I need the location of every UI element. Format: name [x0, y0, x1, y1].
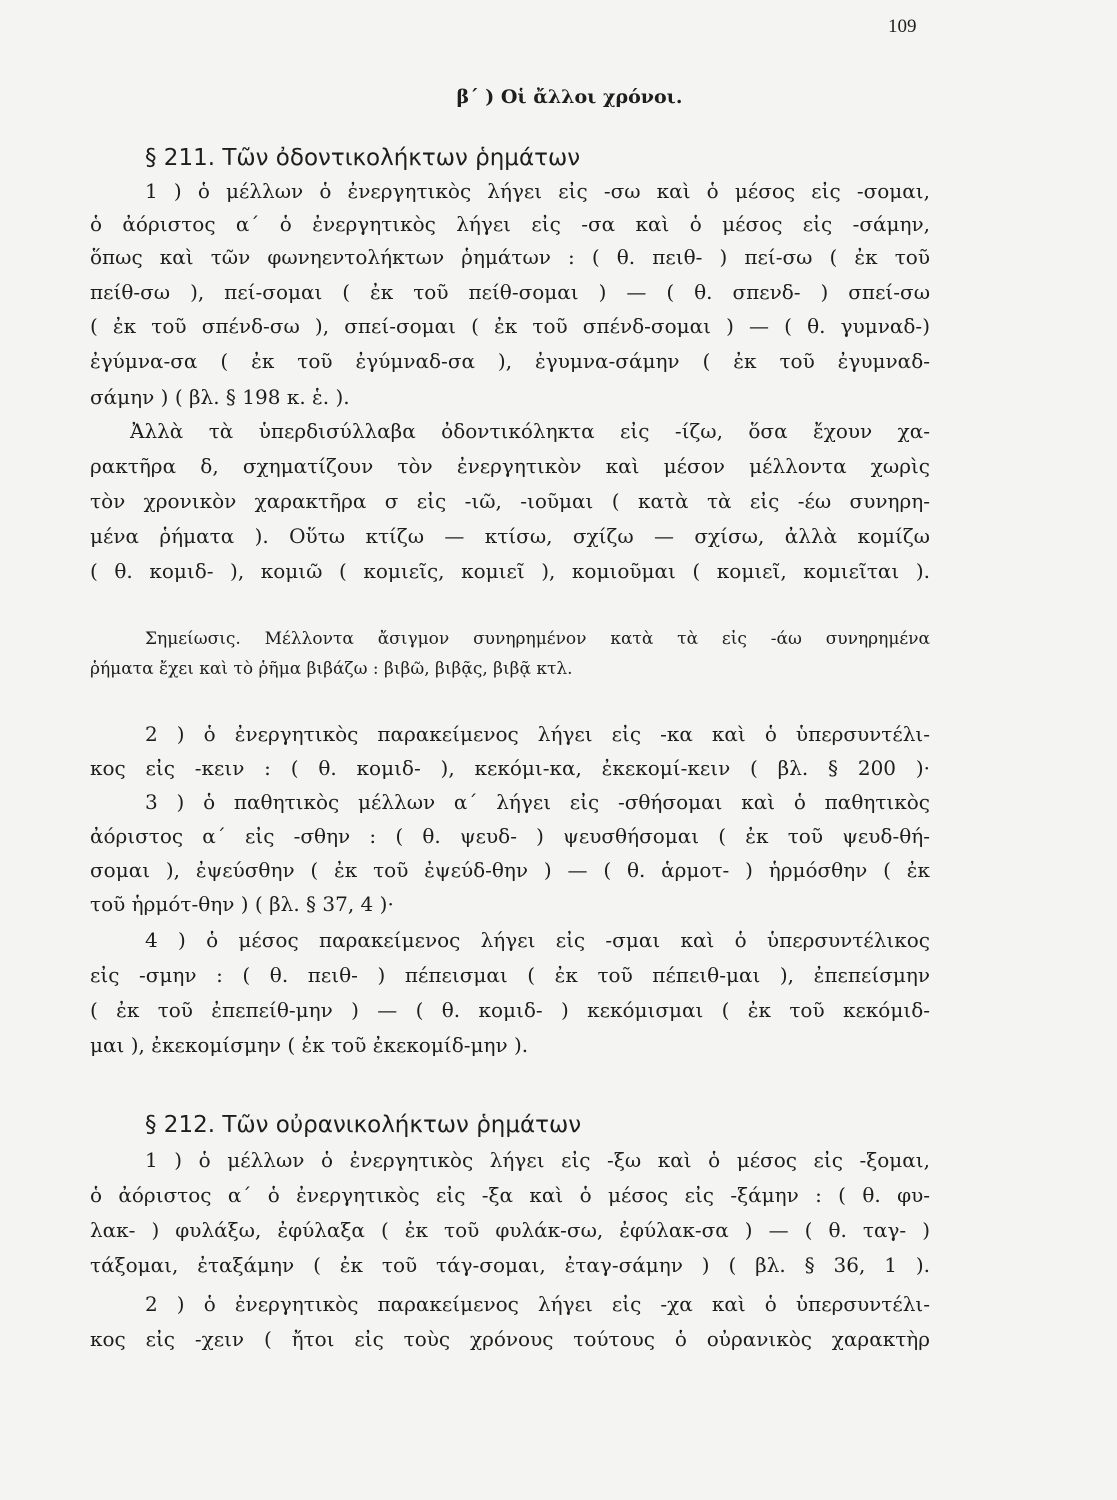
- text-line: ρακτῆρα δ, σχηματίζουν τὸν ἐνεργητικὸν καὶ μέσον μέλλοντα χωρὶς: [90, 454, 930, 478]
- text-line: σάμην ) ( βλ. § 198 κ. ἑ. ).: [90, 385, 350, 409]
- text-line: ὁ ἀόριστος α΄ ὁ ἐνεργητικὸς εἰς -ξα καὶ ὁ μέσος εἰς -ξάμην : ( θ. φυ-: [90, 1183, 930, 1207]
- page-number: 109: [888, 16, 917, 37]
- text-line: 4 ) ὁ μέσος παρακείμενος λήγει εἰς -σμαι καὶ ὁ ὑπερσυντέλικος: [145, 928, 930, 952]
- text-line: μαι ), ἐκεκομίσμην ( ἐκ τοῦ ἐκεκομίδ-μην ).: [90, 1033, 529, 1057]
- text-line: τὸν χρονικὸν χαρακτῆρα σ εἰς -ιῶ, -ιοῦμαι ( κατὰ τὰ εἰς -έω συνηρη-: [90, 489, 930, 513]
- text-line: κος εἰς -χειν ( ἤτοι εἰς τοὺς χρόνους τούτους ὁ οὐρανικὸς χαρακτὴρ: [90, 1327, 930, 1351]
- note-line: ῥήματα ἔχει καὶ τὸ ῥῆμα βιβάζω : βιβῶ, βιβᾷς, βιβᾷ κτλ.: [90, 659, 573, 679]
- text-line: ( ἐκ τοῦ σπένδ-σω ), σπεί-σομαι ( ἐκ τοῦ σπένδ-σομαι ) — ( θ. γυμναδ-): [90, 314, 930, 338]
- text-line: ἐγύμνα-σα ( ἐκ τοῦ ἐγύμναδ-σα ), ἐγυμνα-σάμην ( ἐκ τοῦ ἐγυμναδ-: [90, 349, 930, 373]
- text-line: λακ- ) φυλάξω, ἐφύλαξα ( ἐκ τοῦ φυλάκ-σω, ἐφύλακ-σα ) — ( θ. ταγ- ): [90, 1218, 930, 1242]
- text-line: ( θ. κομιδ- ), κομιῶ ( κομιεῖς, κομιεῖ ), κομιοῦμαι ( κομιεῖ, κομιεῖται ).: [90, 559, 930, 583]
- text-line: ἀόριστος α΄ εἰς -σθην : ( θ. ψευδ- ) ψευσθήσομαι ( ἐκ τοῦ ψευδ-θή-: [90, 824, 930, 848]
- text-line: μένα ῥήματα ). Οὕτω κτίζω — κτίσω, σχίζω — σχίσω, ἀλλὰ κομίζω: [90, 524, 930, 548]
- text-line: 2 ) ὁ ἐνεργητικὸς παρακείμενος λήγει εἰς -χα καὶ ὁ ὑπερσυντέλι-: [145, 1292, 930, 1316]
- section-212-title: § 212. Τῶν οὐρανικολήκτων ῥημάτων: [145, 1112, 582, 1138]
- text-line: τάξομαι, ἐταξάμην ( ἐκ τοῦ τάγ-σομαι, ἐταγ-σάμην ) ( βλ. § 36, 1 ).: [90, 1253, 930, 1277]
- text-line: ( ἐκ τοῦ ἐπεπείθ-μην ) — ( θ. κομιδ- ) κεκόμισμαι ( ἐκ τοῦ κεκόμιδ-: [90, 998, 930, 1022]
- text-line: πείθ-σω ), πεί-σομαι ( ἐκ τοῦ πείθ-σομαι ) — ( θ. σπενδ- ) σπεί-σω: [90, 280, 930, 304]
- text-line: κος εἰς -κειν : ( θ. κομιδ- ), κεκόμι-κα, ἐκεκομί-κειν ( βλ. § 200 )·: [90, 756, 930, 780]
- text-line: 3 ) ὁ παθητικὸς μέλλων α΄ λήγει εἰς -σθήσομαι καὶ ὁ παθητικὸς: [145, 790, 930, 814]
- text-line: ὅπως καὶ τῶν φωνηεντολήκτων ῥημάτων : ( θ. πειθ- ) πεί-σω ( ἐκ τοῦ: [90, 245, 930, 269]
- section-211-title: § 211. Τῶν ὀδοντικολήκτων ῥημάτων: [145, 145, 581, 171]
- text-line: σομαι ), ἐψεύσθην ( ἐκ τοῦ ἐψεύδ-θην ) — ( θ. ἁρμοτ- ) ἡρμόσθην ( ἐκ: [90, 858, 930, 882]
- note-line: Σημείωσις. Μέλλοντα ἄσιγμον συνηρημένον κατὰ τὰ εἰς -άω συνηρημένα: [145, 629, 930, 649]
- section-heading: β΄ ) Οἱ ἄλλοι χρόνοι.: [456, 86, 683, 108]
- text-line: ὁ ἀόριστος α΄ ὁ ἐνεργητικὸς λήγει εἰς -σα καὶ ὁ μέσος εἰς -σάμην,: [90, 212, 930, 236]
- text-line: 1 ) ὁ μέλλων ὁ ἐνεργητικὸς λήγει εἰς -ξω καὶ ὁ μέσος εἰς -ξομαι,: [145, 1148, 930, 1172]
- text-line: τοῦ ἡρμότ-θην ) ( βλ. § 37, 4 )·: [90, 892, 394, 916]
- text-line: εἰς -σμην : ( θ. πειθ- ) πέπεισμαι ( ἐκ τοῦ πέπειθ-μαι ), ἐπεπείσμην: [90, 963, 930, 987]
- text-line: 2 ) ὁ ἐνεργητικὸς παρακείμενος λήγει εἰς -κα καὶ ὁ ὑπερσυντέλι-: [145, 722, 930, 746]
- text-line: 1 ) ὁ μέλλων ὁ ἐνεργητικὸς λήγει εἰς -σω καὶ ὁ μέσος εἰς -σομαι,: [145, 179, 930, 203]
- text-line: Ἀλλὰ τὰ ὑπερδισύλλαβα ὀδοντικόληκτα εἰς -ίζω, ὅσα ἔχουν χα-: [130, 419, 930, 443]
